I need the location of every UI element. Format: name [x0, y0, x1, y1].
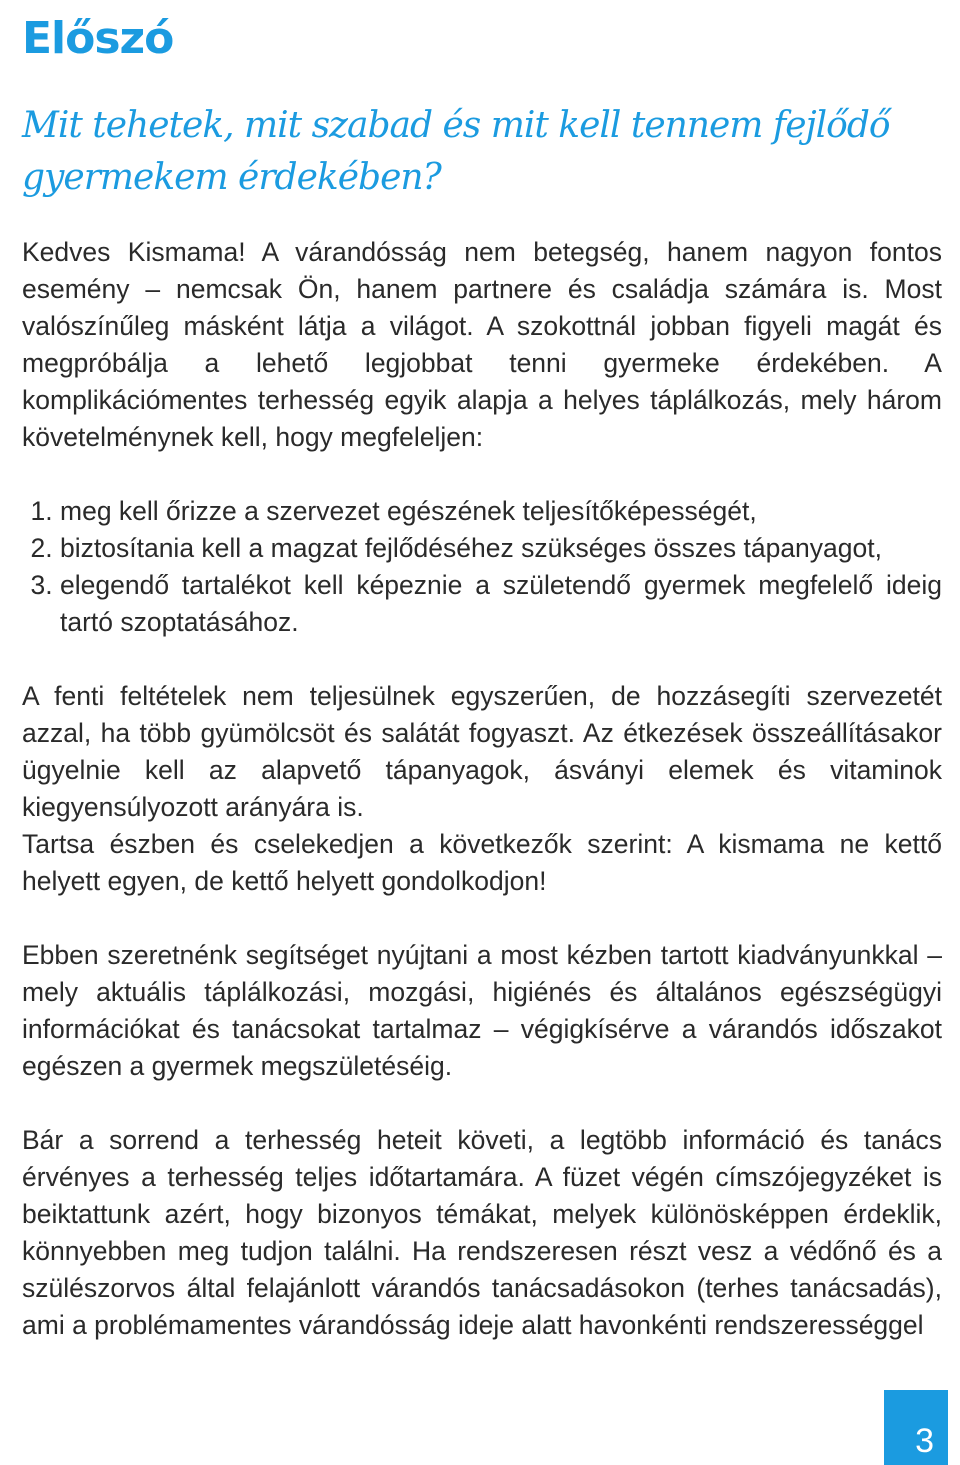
paragraph-motto: Tartsa észben és cselekedjen a következők szerint: A kismama ne kettő helyett egyen, de kettő helyett gondolkodjon!: [22, 829, 942, 896]
page-number-box: [884, 1390, 948, 1465]
list-item: 1. meg kell őrizze a szervezet egészének teljesítőképességét,: [60, 493, 942, 530]
requirements-list: [22, 493, 942, 641]
body-text: [22, 234, 942, 1344]
paragraph-fruit-salad: A fenti feltételek nem teljesülnek egyszerűen, de hozzásegíti szervezetét azzal, ha több gyümölcsöt és salátát fogyaszt. Az étkezések összeállításakor ügyelnie kell az alapvető tápanyagok, ásványi elemek és vitaminok kiegyensúlyozott arányára is.: [22, 681, 942, 822]
paragraph-order: Bár a sorrend a terhesség heteit követi, a legtöbb információ és tanács érvényes a terhesség teljes időtartamára. A füzet végén címszójegyzéket is beiktattunk azért, hogy bizonyos témákat, melyek különösképpen érdeklik, könnyebben meg tudjon találni. Ha rendszeresen részt vesz a védőnő és a szülészorvos által felajánlott várandós tanácsadásokon (terhes tanácsadás), ami a problémamentes várandósság ideje alatt havonkénti rendszerességgel: [22, 1125, 942, 1340]
paragraph-gap: [22, 1085, 942, 1122]
list-item: 3. elegendő tartalékot kell képeznie a születendő gyermek megfelelő ideig tartó szoptatásához.: [60, 567, 942, 641]
paragraph-gap: [22, 641, 942, 678]
page-title: Előszó: [22, 13, 174, 64]
paragraph-gap: [22, 456, 942, 493]
paragraph-publication: Ebben szeretnénk segítséget nyújtani a most kézben tartott kiadványunkkal – mely aktuális táplálkozási, mozgási, higiénés és általános egészségügyi információkat és tanácsokat tartalmaz – végigkísérve a várandós időszakot egészen a gyermek megszületéséig.: [22, 940, 942, 1081]
page-subtitle: Mit tehetek, mit szabad és mit kell tennem fejlődő gyermekem érdekében?: [22, 105, 890, 198]
list-item: 2. biztosítania kell a magzat fejlődéséhez szükséges összes tápanyagot,: [60, 530, 942, 567]
paragraph-gap: [22, 900, 942, 937]
page-number: 3: [915, 1422, 934, 1460]
intro-paragraph: Kedves Kismama! A várandósság nem betegség, hanem nagyon fontos esemény – nemcsak Ön, hanem partnere és családja számára is. Most valószínűleg másként látja a világot. A szokottnál jobban figyeli magát és megpróbálja a lehető legjobbat tenni gyermeke érdekében. A komplikációmentes terhesség egyik alapja a helyes táplálkozás, mely három követelménynek kell, hogy megfeleljen:: [22, 237, 942, 452]
